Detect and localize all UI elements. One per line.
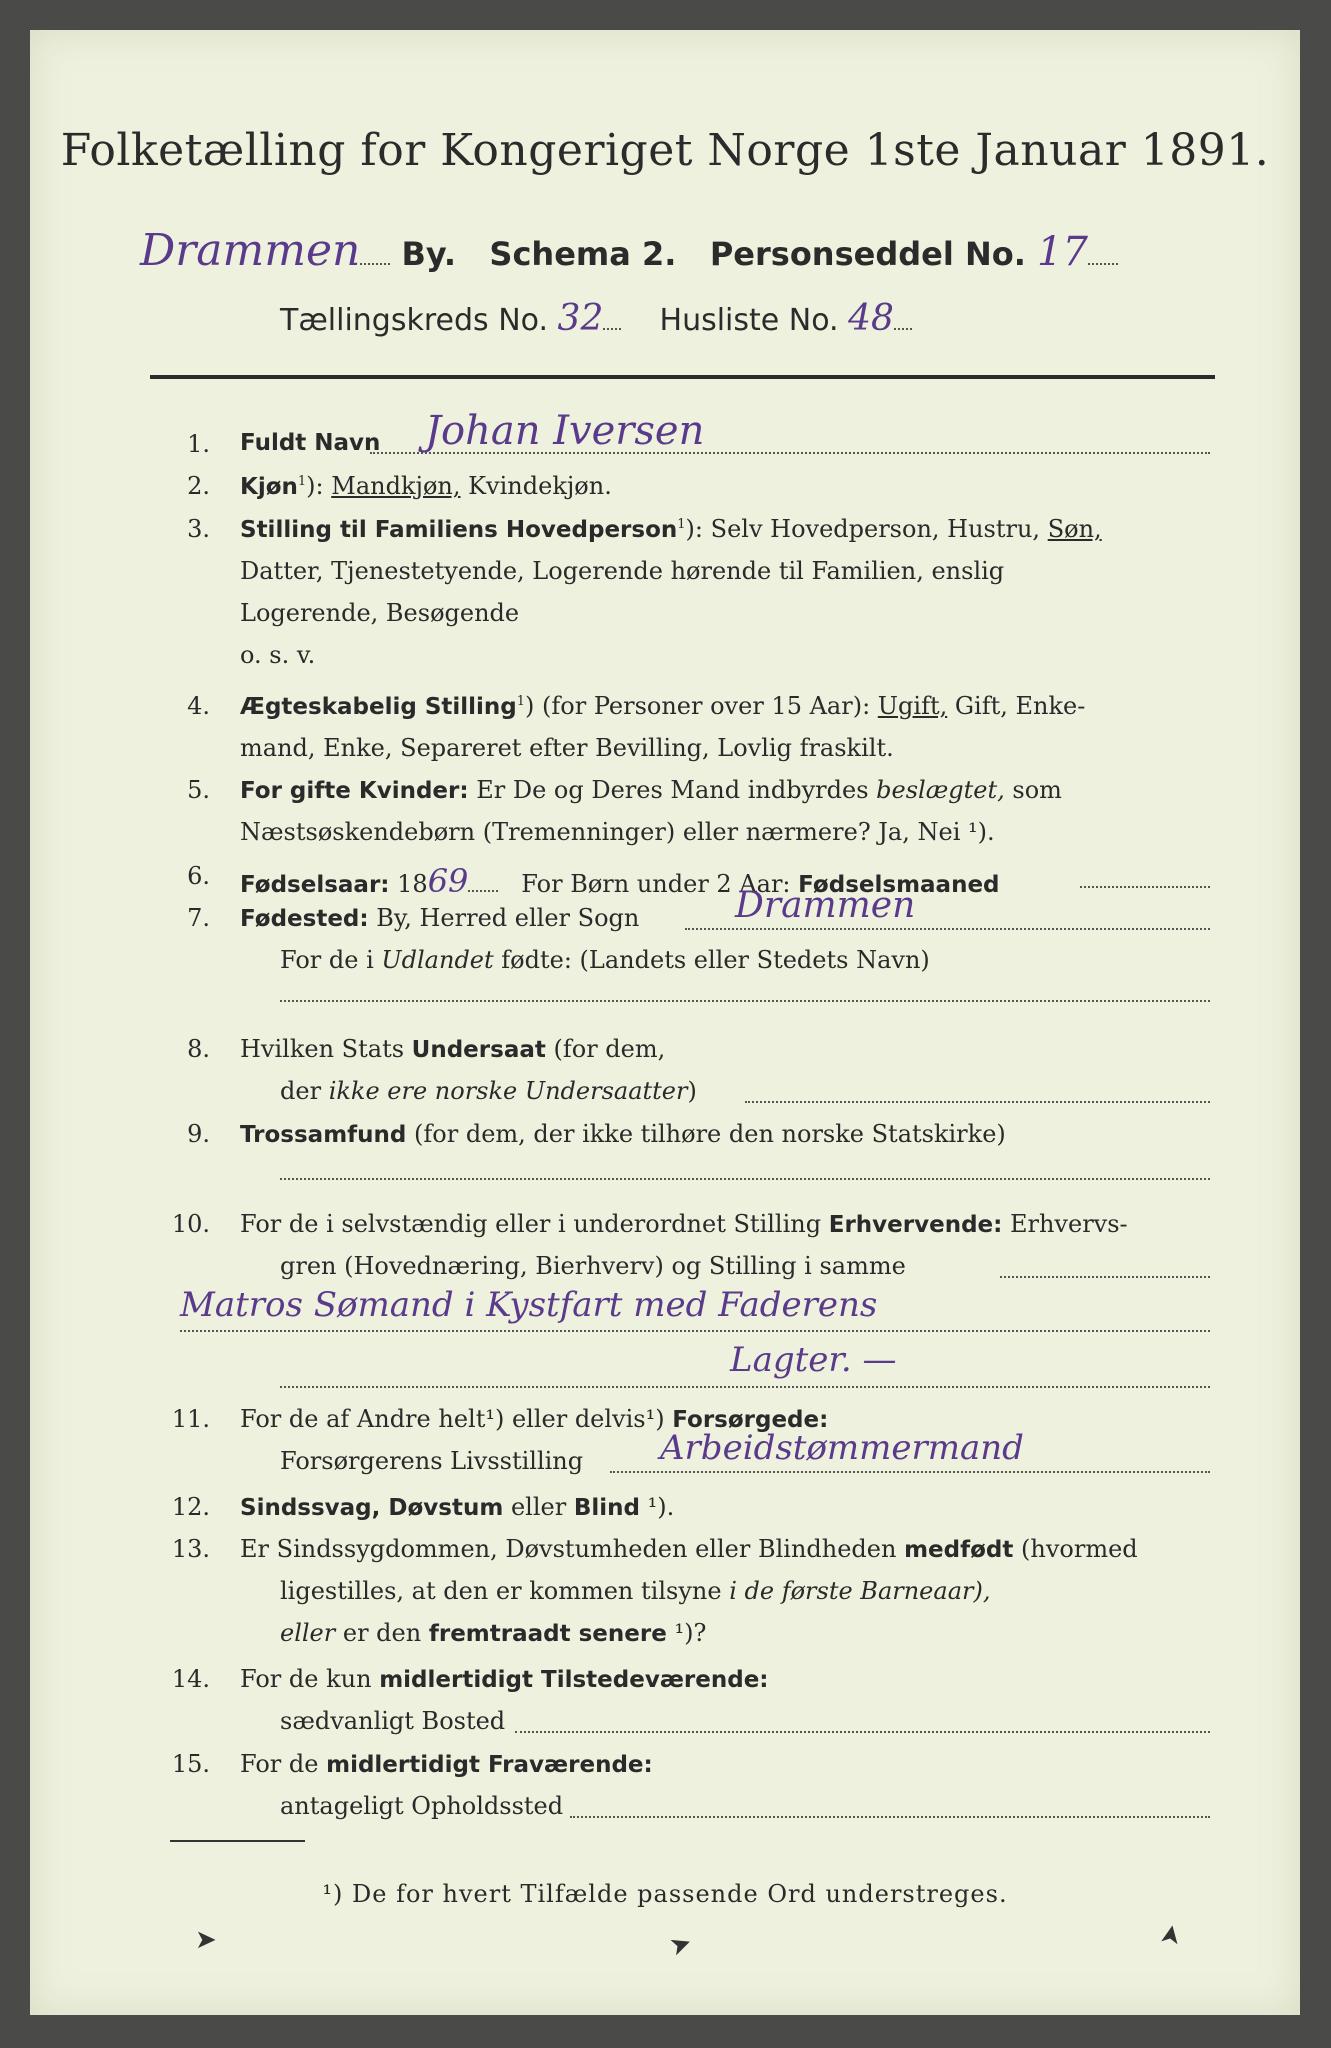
item-text: Logerende, Besøgende xyxy=(240,599,520,627)
item-number: 6. xyxy=(187,862,210,890)
occupation-answer-1: Matros Sømand i Kystfart med Faderens xyxy=(180,1285,878,1325)
item-number: 14. xyxy=(171,1665,210,1693)
item-text: ): Selv Hovedperson, Hustru, xyxy=(685,515,1041,543)
footnote: ¹) De for hvert Tilfælde passende Ord understreges. xyxy=(322,1880,1008,1908)
item-label: Ægteskabelig Stilling xyxy=(240,694,517,720)
option-kvindekjon: Kvindekjøn. xyxy=(468,472,612,500)
item-label: Blind xyxy=(573,1495,640,1521)
birth-month-fill-line xyxy=(1080,886,1210,888)
item-text: Erhvervs- xyxy=(1009,1210,1128,1238)
item-number: 11. xyxy=(171,1405,210,1433)
item-text: For de i xyxy=(280,946,374,974)
item-number: 4. xyxy=(187,692,210,720)
city-schema-line xyxy=(140,225,1118,276)
item-text: er den xyxy=(342,1619,422,1647)
item-number: 13. xyxy=(171,1535,210,1563)
item-label: Trossamfund xyxy=(240,1122,407,1148)
item-number: 5. xyxy=(187,776,210,804)
item-text: ¹). xyxy=(647,1493,675,1521)
birthplace-answer: Drammen xyxy=(735,885,916,926)
header-rule xyxy=(150,375,1215,379)
item-text: fødte: (Landets eller Stedets Navn) xyxy=(501,946,930,974)
form-title: Folketælling for Kongeriget Norge 1ste Januar 1891. xyxy=(60,125,1270,176)
husliste-label: Husliste No. xyxy=(659,303,839,338)
item-label: Sindssvag, Døvstum xyxy=(240,1495,504,1521)
personseddel-number: 17 xyxy=(1037,229,1088,275)
item-text: (hvormed xyxy=(1021,1535,1138,1563)
item-text: Næstsøskendebørn (Tremenninger) eller nærmere? Ja, Nei ¹). xyxy=(240,818,995,846)
whereabouts-fill-line xyxy=(570,1816,1210,1818)
item-number: 1. xyxy=(187,430,210,458)
city-handwritten: Drammen xyxy=(140,225,361,276)
item-number: 3. xyxy=(187,515,210,543)
item-text: For de xyxy=(240,1750,319,1778)
by-label: By. xyxy=(401,235,456,273)
item-label: Fødselsaar: xyxy=(240,872,390,898)
item-text: gren (Hovednæring, Bierhverv) og Stilling i samme xyxy=(280,1252,906,1280)
item-text: Datter, Tjenestetyende, Logerende hørende til Familien, enslig xyxy=(240,557,1005,585)
item-text: Forsørgerens Livsstilling xyxy=(280,1447,584,1475)
item-label: midlertidigt Tilstedeværende: xyxy=(379,1667,769,1693)
item-label: Forsørgede: xyxy=(672,1407,829,1433)
corner-mark-left: ➤ xyxy=(195,1925,217,1955)
corner-mark-center: ➤ xyxy=(665,1927,697,1963)
item-text: antageligt Opholdssted xyxy=(280,1792,564,1820)
item-text: ) (for Personer over 15 Aar): xyxy=(525,692,871,720)
item-text: By, Herred eller Sogn xyxy=(376,904,640,932)
foreign-birthplace-fill-line xyxy=(280,1000,1210,1002)
item-number: 2. xyxy=(187,472,210,500)
item-text-italic: beslægtet, xyxy=(876,776,1005,804)
kreds-label: Tællingskreds No. xyxy=(280,303,548,338)
item-text: ¹)? xyxy=(674,1619,707,1647)
husliste-number: 48 xyxy=(848,298,894,339)
item-text: For de af Andre helt¹) eller delvis¹) xyxy=(240,1405,665,1433)
item-number: 15. xyxy=(171,1750,210,1778)
item-number: 8. xyxy=(187,1035,210,1063)
provider-fill-line xyxy=(610,1471,1210,1473)
birth-year-answer: 69 xyxy=(427,862,469,900)
item-label: For gifte Kvinder: xyxy=(240,778,469,804)
item-text: ligestilles, at den er kommen tilsyne xyxy=(280,1577,722,1605)
item-number: 9. xyxy=(187,1120,210,1148)
kreds-number: 32 xyxy=(557,298,604,339)
item-text: Er De og Deres Mand indbyrdes xyxy=(476,776,869,804)
item-text: Hvilken Stats xyxy=(240,1035,405,1063)
item-label: medfødt xyxy=(904,1537,1014,1563)
item-text: For de i selvstændig eller i underordnet Stilling xyxy=(240,1210,822,1238)
item-text-italic: ikke ere norske Undersaatter xyxy=(328,1077,688,1105)
item-number: 12. xyxy=(171,1493,210,1521)
option-mandkjon-selected: Mandkjøn, xyxy=(331,472,461,500)
item-text: mand, Enke, Separeret efter Bevilling, Lovlig fraskilt. xyxy=(240,734,894,762)
item-label: Erhvervende: xyxy=(828,1212,1003,1238)
item-label: Kjøn xyxy=(240,474,298,500)
name-answer: Johan Iversen xyxy=(425,408,705,454)
item-text: (for dem, der ikke tilhøre den norske Statskirke) xyxy=(414,1120,1006,1148)
item-label: Fødselsmaaned xyxy=(798,872,1000,898)
occupation-answer-2: Lagter. — xyxy=(730,1340,897,1380)
citizenship-fill-line xyxy=(745,1101,1210,1103)
item-text: som xyxy=(1012,776,1062,804)
item-text: der xyxy=(280,1077,322,1105)
item-text: (for dem, xyxy=(553,1035,666,1063)
occupation-fill-line-3 xyxy=(280,1386,1210,1388)
option-son-selected: Søn, xyxy=(1047,515,1102,543)
item-text-italic: Udlandet xyxy=(381,946,494,974)
item-text: sædvanligt Bosted xyxy=(280,1707,506,1735)
religion-fill-line xyxy=(280,1178,1210,1180)
item-text-italic: i de første Barneaar), xyxy=(729,1577,991,1605)
footnote-rule xyxy=(170,1840,305,1842)
item-label: Fødested: xyxy=(240,906,369,932)
item-text: For Børn under 2 Aar: xyxy=(521,870,791,898)
census-form: Folketælling for Kongeriget Norge 1ste Januar 1891. Drammen By. Schema 2. Personseddel No. 17 Tællingskreds No. 32 Husliste No. 48 1. Fuldt Navn Johan Iversen 2. Kjøn$^1$): Mandkjøn, Kvindekjøn. 3. Stilling til Familiens Hovedperson$^1$): Selv Hovedperson, Hustru, Søn, Datter, Tjenestetyende, Logerende hørende til Familien, enslig Logerende, Besøgende o. s. v. 4. Ægteskabelig Stilling$^1$) (for Personer over 15 Aar): Ugift, Gift, Enke- mand, Enke, Separeret efter Bevilling, Lovlig fraskilt. 5. For gifte Kvinder: Er De og Deres Mand indbyrdes beslægtet, som Næstsøskendebørn (Tremenninger) eller nærmere? Ja, Nei ¹). 6. Fødselsaar: 1869 For Børn under 2 Aar: Fødselsmaaned 7. Fødested: By, Herred eller Sogn Drammen For de i Udlandet fødte: (Landets eller Stedets Navn) 8. Hvilken Stats Undersaat (for dem, der ikke ere norske Undersaatter) 9. Trossamfund (for dem, der ikke tilhøre den norske Statskirke) 10. For de i selvstændig eller i underordnet Stilling Erhvervende: Erhvervs- gren (Hovednæring, Bierhverv) og Stilling i samme Matros Sømand i Kystfart med Faderens Lagter. — 11. For de af Andre helt¹) eller delvis¹) Forsørgede: Forsørgerens Livsstilling Arbeidstømmermand 12. Sindssvag, Døvstum eller Blind ¹). 13. Er Sindssygdommen, Døvstumheden eller Blindheden medfødt (hvormed ligestilles, at den er kommen tilsyne i de første Barneaar), eller er den fremtraadt senere ¹)? 14. For de kun midlertidigt Tilstedeværende: sædvanligt Bosted 15. For de midlertidigt Fraværende: antageligt Opholdssted ¹) De for hvert Tilfælde passende Ord understreges. ➤ ➤ ➤ xyxy=(30,30,1300,2015)
item-label: fremtraadt senere xyxy=(428,1621,667,1647)
personseddel-label: Personseddel No. xyxy=(709,235,1026,273)
occupation-fill-line-1 xyxy=(1000,1276,1210,1278)
item-text: eller xyxy=(510,1493,567,1521)
item-text: For de kun xyxy=(240,1665,372,1693)
footnote-ref: 1 xyxy=(297,474,307,489)
item-text: Er Sindssygdommen, Døvstumheden eller Blindheden xyxy=(240,1535,897,1563)
birthplace-fill-line xyxy=(685,928,1210,930)
provider-answer: Arbeidstømmermand xyxy=(660,1428,1024,1468)
item-label: Stilling til Familiens Hovedperson xyxy=(240,517,678,543)
option-ugift-selected: Ugift, xyxy=(877,692,948,720)
item-number: 10. xyxy=(171,1210,210,1238)
item-label: Fuldt Navn xyxy=(240,430,381,456)
item-text: Gift, Enke- xyxy=(954,692,1086,720)
schema-label: Schema 2. xyxy=(489,235,677,273)
item-label: Undersaat xyxy=(411,1037,546,1063)
corner-mark-right: ➤ xyxy=(1154,1921,1188,1949)
kreds-line xyxy=(280,298,912,339)
item-text: o. s. v. xyxy=(240,641,316,669)
year-prefix: 18 xyxy=(397,870,428,898)
occupation-fill-line-2 xyxy=(180,1330,1210,1332)
item-text-italic: eller xyxy=(280,1619,336,1647)
residence-fill-line xyxy=(515,1731,1210,1733)
item-label: midlertidigt Fraværende: xyxy=(326,1752,653,1778)
item-number: 7. xyxy=(187,904,210,932)
